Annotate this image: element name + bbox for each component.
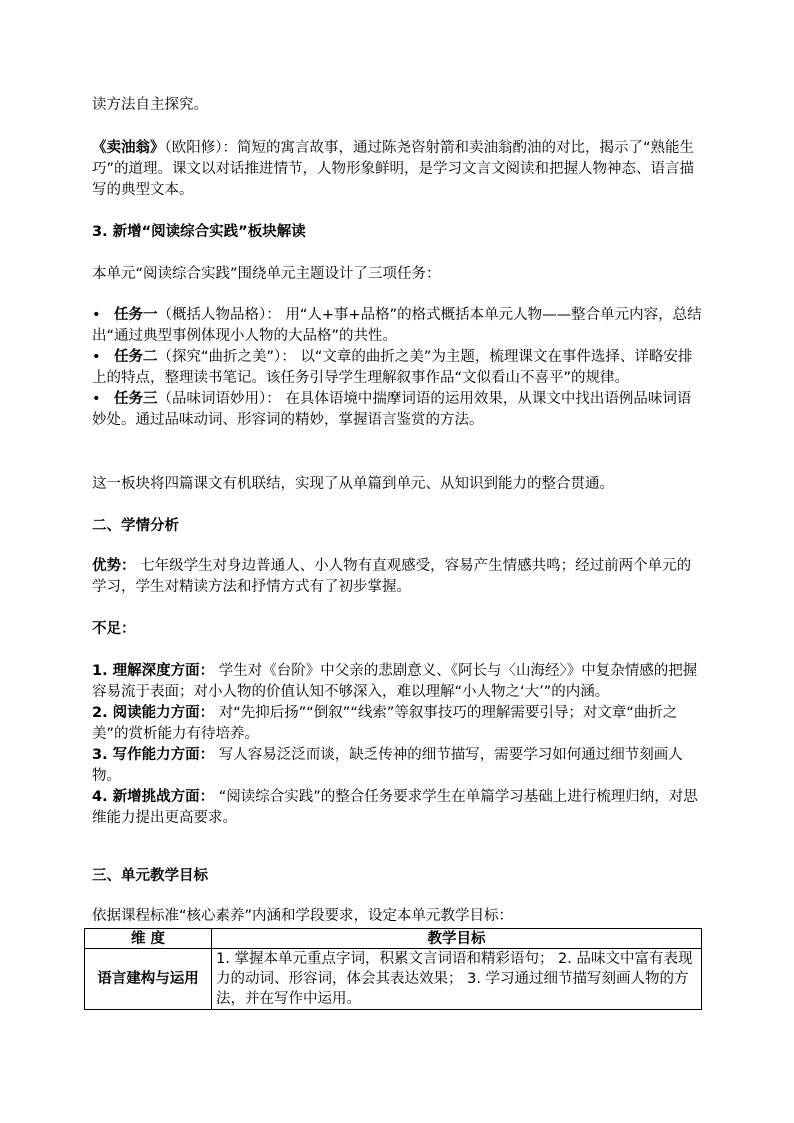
section-two-heading: 二、学情分析 <box>92 518 179 534</box>
table-header-row <box>85 929 702 949</box>
bullet: • <box>92 307 101 323</box>
bullet: • <box>92 349 101 365</box>
task-item <box>92 347 704 389</box>
section3-heading: 3. 新增“阅读综合实践”板块解读 <box>92 224 306 240</box>
maiyouweng-author: （欧阳修） <box>164 140 223 156</box>
task-paren: （品味词语妙用）： <box>157 391 281 407</box>
task-name: 任务三 <box>114 391 158 407</box>
weakness-item <box>92 703 704 745</box>
section3-intro: 本单元“阅读综合实践”围绕单元主题设计了三项任务： <box>92 266 441 282</box>
weakness-item <box>92 787 704 829</box>
weakness-item-label: 1. 理解深度方面： <box>92 663 215 679</box>
weakness-item-text: 学生对《台阶》中父亲的悲剧意义、《阿长与〈山海经〉》中复杂情感的把握容易流于表面；对小人物的价值认知不够深入，难以理解“小人物之‘大’”的内涵。 <box>92 663 698 700</box>
maiyouweng-paragraph <box>92 138 704 201</box>
goals-table <box>84 928 702 1010</box>
task-text: 在具体语境中揣摩词语的运用效果，从课文中找出语例品味词语妙处。通过品味动词、形容词的精妙，掌握语言鉴赏的方法。 <box>92 391 692 428</box>
weakness-item-text: “阅读综合实践”的整合任务要求学生在单篇学习基础上进行梳理归纳，对思维能力提出更高要求。 <box>92 789 698 826</box>
section3-summary: 这一板块将四篇课文有机联结，实现了从单篇到单元、从知识到能力的整合贯通。 <box>92 476 614 492</box>
task-text: 以“文章的曲折之美”为主题，梳理课文在事件选择、详略安排上的特点，整理读书笔记。该任务引导学生理解叙事作品“文似看山不喜平”的规律。 <box>92 349 693 386</box>
task-paren: （探究“曲折之美”）： <box>157 349 296 365</box>
weakness-item-text: 写人容易泛泛而谈，缺乏传神的细节描写，需要学习如何通过细节刻画人物。 <box>92 747 683 784</box>
table-row <box>85 949 702 1010</box>
weakness-item-label: 4. 新增挑战方面： <box>92 789 215 805</box>
weakness-item <box>92 745 704 787</box>
task-paren: （概括人物品格）： <box>157 307 281 323</box>
weakness-label: 不足： <box>92 621 136 637</box>
weakness-item-text: 对“先抑后扬”“倒叙”“线索”等叙事技巧的理解需要引导；对文章“曲折之美”的赏析能力有待培养。 <box>92 705 678 742</box>
section-three-intro: 依据课程标准“核心素养”内涵和学段要求，设定本单元教学目标： <box>92 908 514 924</box>
advantage-label: 优势： <box>92 558 136 574</box>
section-three-heading: 三、单元教学目标 <box>92 868 208 884</box>
row-dimension: 语言建构与运用 <box>85 949 212 1010</box>
weakness-item-label: 2. 阅读能力方面： <box>92 705 215 721</box>
intro-tail: 读方法自主探究。 <box>92 97 208 113</box>
weakness-item-label: 3. 写作能力方面： <box>92 747 215 763</box>
weakness-item <box>92 661 704 703</box>
task-name: 任务二 <box>114 349 158 365</box>
task-name: 任务一 <box>114 307 158 323</box>
task-text: 用“人+事+品格”的格式概括本单元人物——整合单元内容，总结出“通过典型事例体现小人物的大品格”的共性。 <box>92 307 702 344</box>
task-item <box>92 305 704 347</box>
row-goal: 1. 掌握本单元重点字词，积累文言词语和精彩语句； 2. 品味文中富有表现力的动词、形容词，体会其表达效果； 3. 学习通过细节描写刻画人物的方法，并在写作中运用。 <box>212 949 702 1010</box>
advantage-paragraph <box>92 556 704 598</box>
header-dimension: 维 度 <box>85 929 212 949</box>
maiyouweng-body: ：简短的寓言故事，通过陈尧咨射箭和卖油翁酌油的对比，揭示了“熟能生巧”的道理。课文以对话推进情节，人物形象鲜明，是学习文言文阅读和把握人物神态、语言描写的典型文本。 <box>92 140 695 198</box>
task-list <box>92 305 704 431</box>
advantage-text: 七年级学生对身边普通人、小人物有直观感受，容易产生情感共鸣；经过前两个单元的学习，学生对精读方法和抒情方式有了初步掌握。 <box>92 558 692 595</box>
task-item <box>92 389 704 431</box>
maiyouweng-title: 《卖油翁》 <box>92 140 165 156</box>
bullet: • <box>92 391 101 407</box>
header-goal: 教学目标 <box>212 929 702 949</box>
weakness-list <box>92 661 704 829</box>
